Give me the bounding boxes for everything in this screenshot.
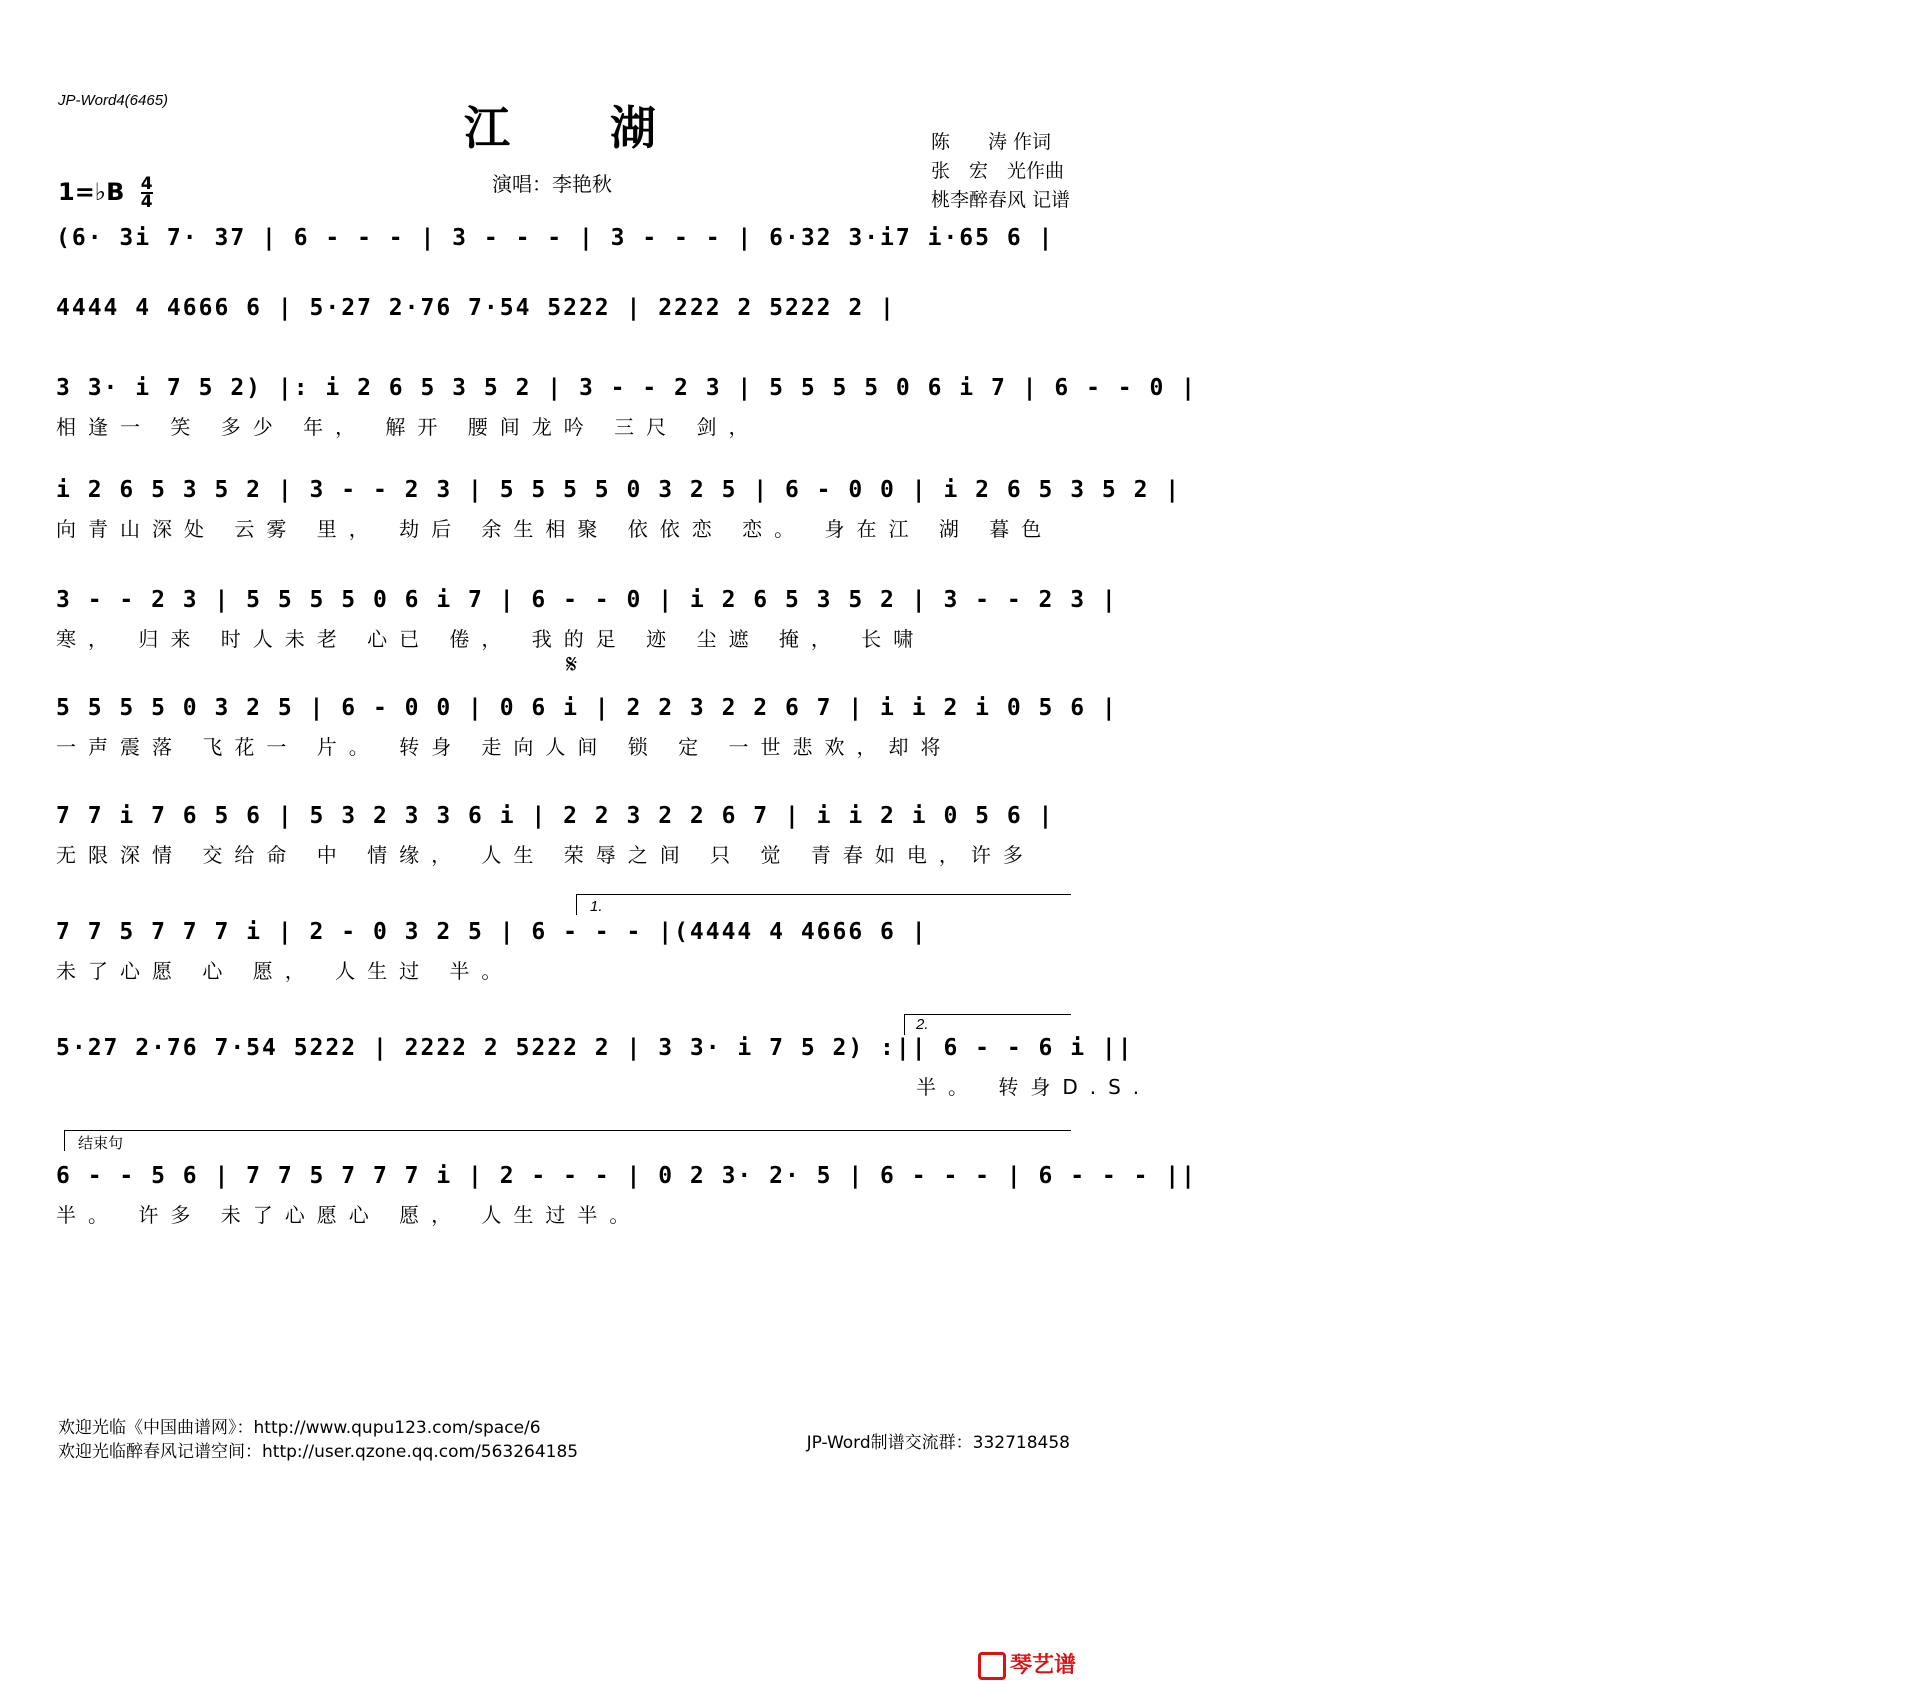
footer-group: JP-Word制谱交流群：332718458	[806, 1433, 1070, 1453]
page-title: 江湖	[464, 101, 756, 155]
singer-credit: 演唱：李艳秋	[492, 172, 612, 196]
site-logo	[978, 1648, 1076, 1680]
time-signature	[141, 176, 153, 210]
key-signature	[58, 176, 153, 210]
footer-link-qupu[interactable]: 欢迎光临《中国曲谱网》：http://www.qupu123.com/space/6	[58, 1418, 541, 1438]
notation-line: 3 - - 2 3 | 5 5 5 5 0 6 i 7 | 6 - - 0 | i 2 6 5 3 5 2 | 3 - - 2 3 |	[56, 587, 1118, 613]
lyric-line: 半。 转身D.S.	[916, 1075, 1152, 1099]
notation-line: 7 7 5 7 7 7 i | 2 - 0 3 2 5 | 6 - - - |(4444 4 4666 6 |	[56, 919, 928, 945]
notation-line: 6 - - 5 6 | 7 7 5 7 7 7 i | 2 - - - | 0 2 3· 2· 5 | 6 - - - | 6 - - - ||	[56, 1163, 1197, 1189]
meter-top: 4	[140, 174, 153, 194]
lyric-line: 半。 许多 未了心愿心 愿， 人生过半。	[56, 1203, 642, 1227]
notation-line: 5 5 5 5 0 3 2 5 | 6 - 0 0 | 0 6 i | 2 2 3 2 2 6 7 | i i 2 i 0 5 6 |	[56, 695, 1118, 721]
lyric-line: 未了心愿 心 愿， 人生过 半。	[56, 959, 514, 983]
volta-second-label: 2.	[916, 1016, 929, 1033]
notation-line: i 2 6 5 3 5 2 | 3 - - 2 3 | 5 5 5 5 0 3 2 5 | 6 - 0 0 | i 2 6 5 3 5 2 |	[56, 477, 1182, 503]
software-label: JP-Word4(6465)	[58, 92, 169, 109]
footer-links	[58, 1416, 578, 1464]
notation-line: (6· 3i 7· 37 | 6 - - - | 3 - - - | 3 - - - | 6·32 3·i7 i·65 6 |	[56, 225, 1055, 251]
lyric-line: 相逢一 笑 多少 年， 解开 腰间龙吟 三尺 剑，	[56, 415, 761, 439]
lyricist-credit: 陈 涛 作词	[930, 131, 1051, 153]
logo-icon	[978, 1652, 1006, 1680]
logo-text: 琴艺谱	[1009, 1653, 1076, 1678]
segno-sign: 𝄋	[566, 650, 578, 680]
volta-first-label: 1.	[590, 898, 603, 915]
lyric-line: 一声震落 飞花一 片。 转身 走向人间 锁 定 一世悲欢，却将	[56, 735, 953, 759]
lyric-line: 向青山深处 云雾 里， 劫后 余生相聚 依依恋 恋。 身在江 湖 暮色	[56, 517, 1054, 541]
notation-line: 4444 4 4666 6 | 5·27 2·76 7·54 5222 | 2222 2 5222 2 |	[56, 295, 896, 321]
author-credits	[931, 128, 1070, 215]
notation-line: 3 3· i 7 5 2) |: i 2 6 5 3 5 2 | 3 - - 2 3 | 5 5 5 5 0 6 i 7 | 6 - - 0 |	[56, 375, 1197, 401]
composer-credit: 张 宏 光作曲	[930, 160, 1064, 182]
volta-first-ending	[576, 894, 1071, 915]
meter-bottom: 4	[140, 192, 153, 212]
footer-link-qzone[interactable]: 欢迎光临醉春风记谱空间：http://user.qzone.qq.com/563264185	[58, 1442, 579, 1462]
ending-bracket	[64, 1130, 1071, 1151]
transcriber-credit: 桃李醉春风 记谱	[930, 189, 1070, 211]
lyric-line: 寒， 归来 时人未老 心已 倦， 我的足 迹 尘遮 掩， 长啸	[56, 627, 926, 651]
ending-label: 结束句	[78, 1134, 124, 1152]
notation-line: 5·27 2·76 7·54 5222 | 2222 2 5222 2 | 3 3· i 7 5 2) :|| 6 - - 6 i ||	[56, 1035, 1134, 1061]
notation-line: 7 7 i 7 6 5 6 | 5 3 2 3 3 6 i | 2 2 3 2 2 6 7 | i i 2 i 0 5 6 |	[56, 803, 1055, 829]
lyric-line: 无限深情 交给命 中 情缘， 人生 荣辱之间 只 觉 青春如电，许多	[56, 843, 1035, 867]
key-label: 1=♭B	[58, 178, 125, 206]
